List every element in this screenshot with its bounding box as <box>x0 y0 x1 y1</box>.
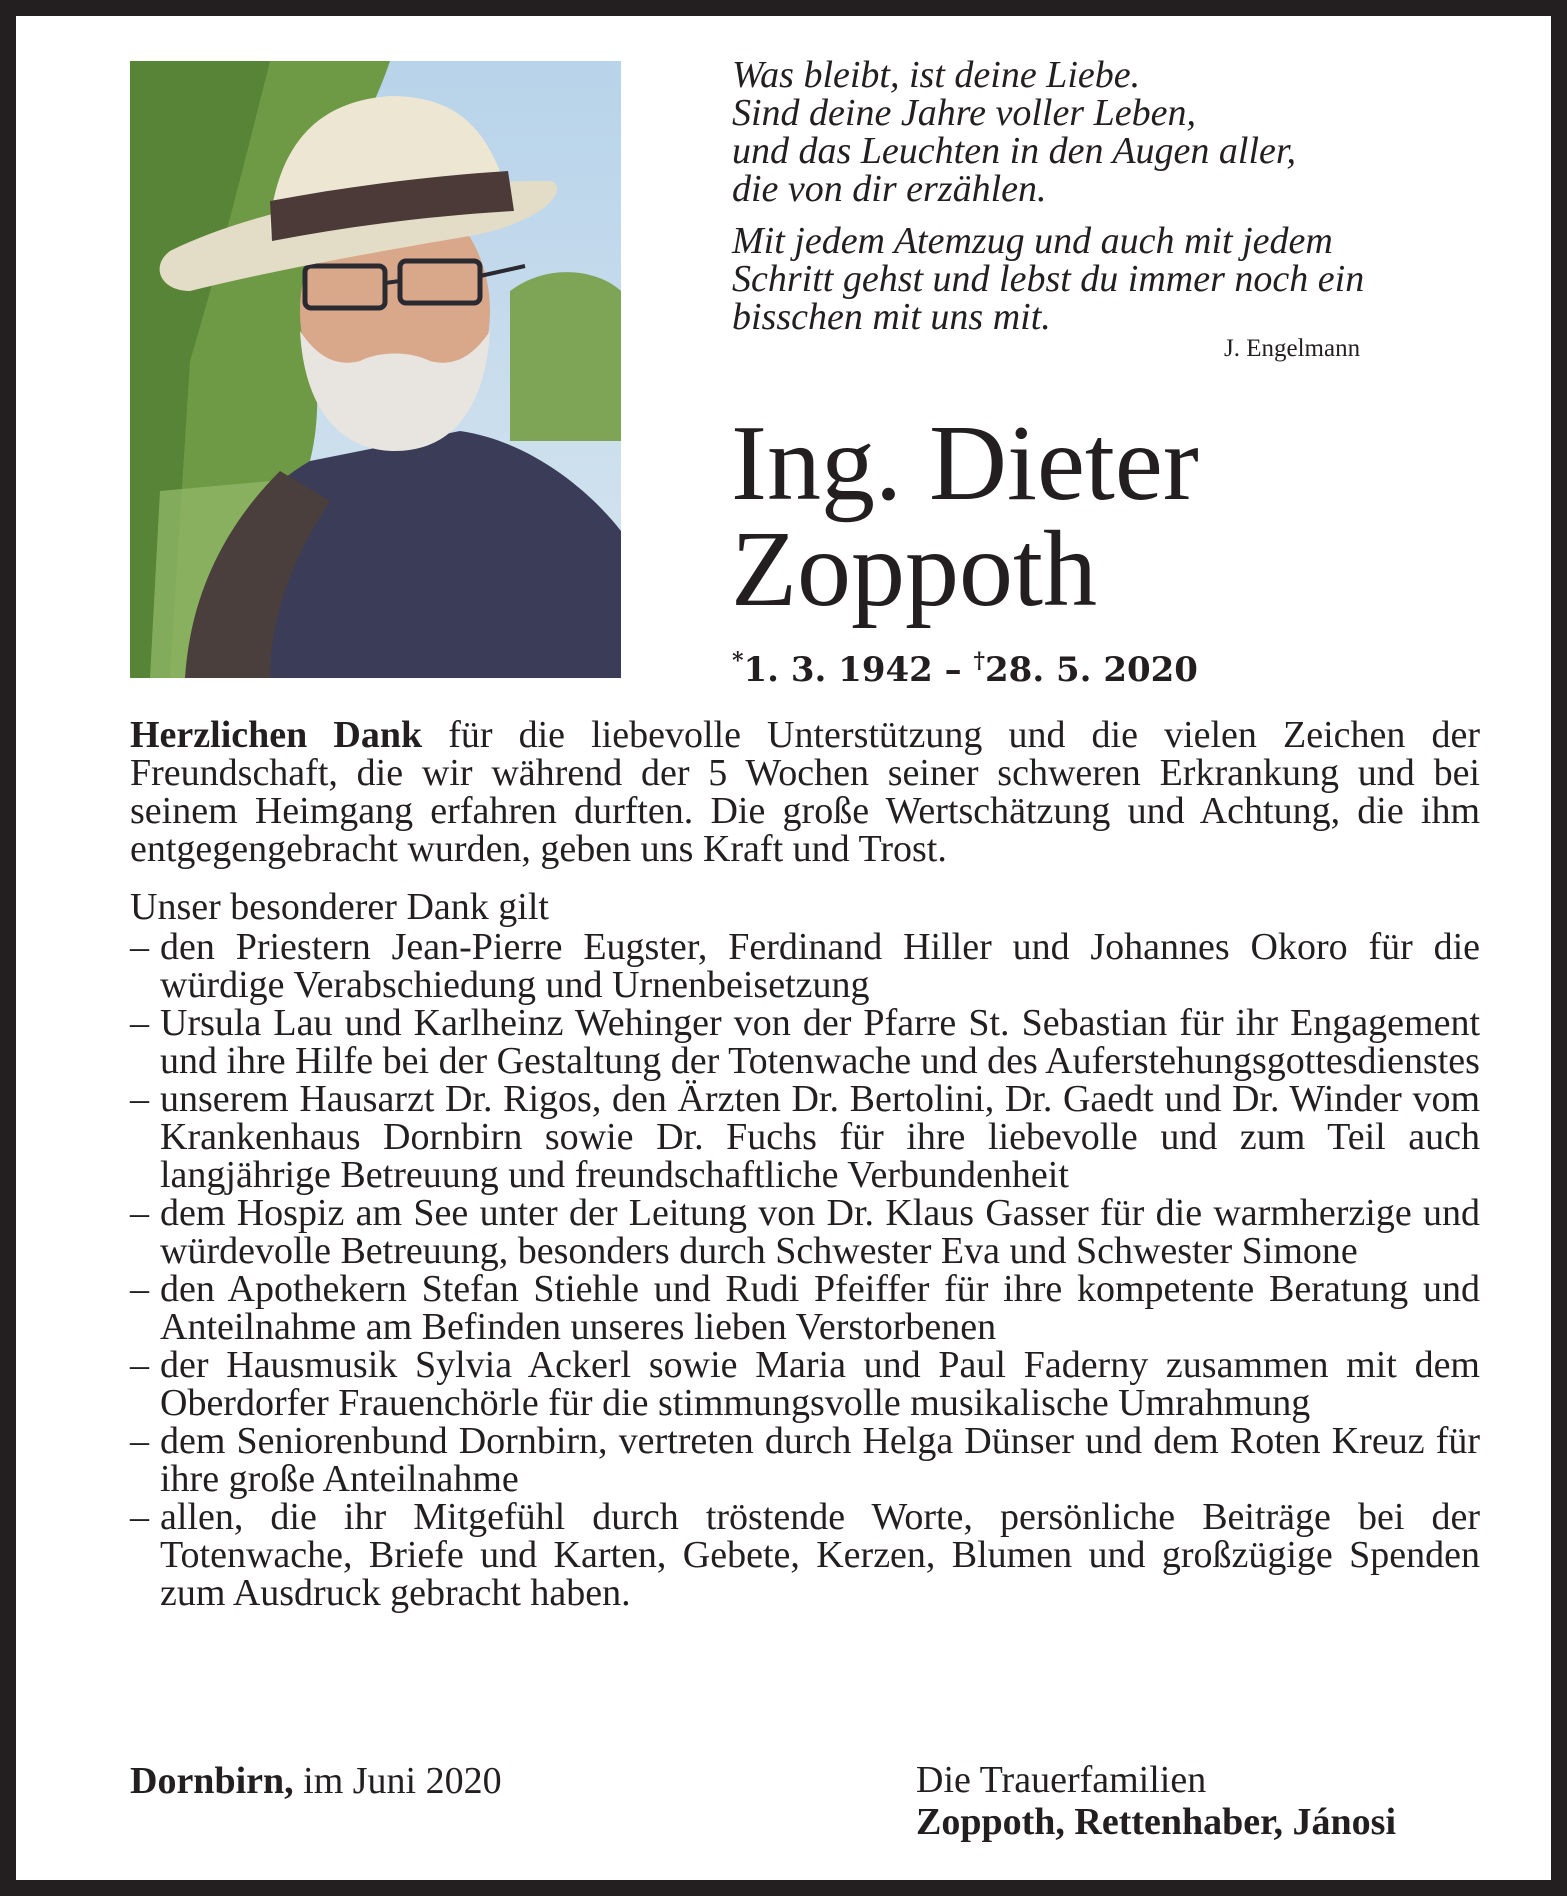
list-item-text: den Apothekern Stefan Stiehle und Rudi Pfeiffer für ihre kompetente Beratung und Anteilnahme am Befinden unseres lieben Verstorbenen <box>160 1268 1480 1348</box>
poem-stanza-1 <box>732 56 1452 208</box>
list-item-text: unserem Hausarzt Dr. Rigos, den Ärzten Dr. Bertolini, Dr. Gaedt und Dr. Winder vom Krankenhaus Dornbirn sowie Dr. Fuchs für ihre liebevolle und zum Teil auch langjährige Betreuung und freundschaftliche Verbundenheit <box>160 1078 1480 1196</box>
poem-line: Sind deine Jahre voller Leben, <box>732 92 1196 134</box>
intro-paragraph <box>130 716 1480 868</box>
birth-star-icon: * <box>732 648 744 674</box>
list-item-text: dem Hospiz am See unter der Leitung von Dr. Klaus Gasser für die warmherzige und würdevolle Betreuung, besonders durch Schwester Eva und Schwester Simone <box>160 1192 1480 1272</box>
place-date <box>130 1759 502 1803</box>
poem-line: und das Leuchten in den Augen aller, <box>732 130 1296 172</box>
list-item <box>130 1346 1480 1422</box>
memorial-poem <box>732 54 1452 362</box>
poem-line: Was bleibt, ist deine Liebe. <box>732 54 1141 96</box>
families-label: Die Trauerfamilien <box>916 1759 1207 1801</box>
list-item <box>130 1004 1480 1080</box>
list-item <box>130 1422 1480 1498</box>
dash-bullet-icon: – <box>130 1420 149 1462</box>
list-item-text: den Priestern Jean-Pierre Eugster, Ferdinand Hiller und Johannes Okoro für die würdige Verabschiedung und Urnenbeisetzung <box>160 926 1480 1006</box>
obituary-page <box>16 16 1551 1880</box>
death-cross-icon: † <box>973 648 986 674</box>
list-item-text: dem Seniorenbund Dornbirn, vertreten durch Helga Dünser und dem Roten Kreuz für ihre große Anteilnahme <box>160 1420 1480 1500</box>
dash-bullet-icon: – <box>130 1496 149 1538</box>
place: Dornbirn, <box>130 1760 294 1802</box>
dash-bullet-icon: – <box>130 1344 149 1386</box>
thanks-lead: Unser besonderer Dank gilt <box>130 886 549 928</box>
death-date: 28. 5. 2020 <box>985 650 1198 690</box>
name-line-1: Ing. Dieter <box>731 404 1199 523</box>
poem-line: bisschen mit uns mit. <box>732 296 1051 338</box>
dash-bullet-icon: – <box>130 926 149 968</box>
life-dates <box>732 650 1198 690</box>
deceased-name <box>731 404 1199 629</box>
dash-bullet-icon: – <box>130 1002 149 1044</box>
intro-heading: Herzlichen Dank <box>130 714 423 756</box>
poem-line: die von dir erzählen. <box>732 168 1047 210</box>
poem-author: J. Engelmann <box>1224 335 1361 362</box>
list-item-text: der Hausmusik Sylvia Ackerl sowie Maria und Paul Faderny zusammen mit dem Oberdorfer Frauenchörle für die stimmungsvolle musikalische Umrahmung <box>160 1344 1480 1424</box>
dash-bullet-icon: – <box>130 1192 149 1234</box>
poem-line: Schritt gehst und lebst du immer noch ein <box>732 258 1365 300</box>
signature <box>916 1759 1396 1843</box>
poem-line: Mit jedem Atemzug und auch mit jedem <box>732 220 1333 262</box>
date-separator: – <box>932 650 974 690</box>
portrait-image-icon <box>130 61 621 678</box>
dash-bullet-icon: – <box>130 1268 149 1310</box>
list-item-text: Ursula Lau und Karlheinz Wehinger von der Pfarre St. Sebastian für ihr Engagement und ihre Hilfe bei der Gestaltung der Totenwache und des Auferstehungsgottesdienstes <box>160 1002 1480 1082</box>
list-item <box>130 1270 1480 1346</box>
birth-date: 1. 3. 1942 <box>743 650 933 690</box>
portrait-photo <box>130 61 621 678</box>
list-item <box>130 928 1480 1004</box>
list-item <box>130 1498 1480 1612</box>
poem-stanza-2 <box>732 222 1452 336</box>
list-item-text: allen, die ihr Mitgefühl durch tröstende Worte, persönliche Beiträge bei der Totenwache, Briefe und Karten, Gebete, Kerzen, Blumen und großzügige Spenden zum Ausdruck gebracht haben. <box>160 1496 1480 1614</box>
thanks-list <box>130 928 1480 1612</box>
name-line-2: Zoppoth <box>731 510 1097 629</box>
thanks-section <box>130 716 1480 1612</box>
date: im Juni 2020 <box>293 1760 502 1802</box>
dash-bullet-icon: – <box>130 1078 149 1120</box>
list-item <box>130 1080 1480 1194</box>
families-names: Zoppoth, Rettenhaber, Jánosi <box>916 1801 1397 1843</box>
list-item <box>130 1194 1480 1270</box>
intro-text: für die liebevolle Unterstützung und die vielen Zeichen der Freundschaft, die wir während der 5 Wochen seiner schweren Erkrankung und bei seinem Heimgang erfahren durften. Die große Wertschätzung und Achtung, die ihm entgegengebracht wurden, geben uns Kraft und Trost. <box>130 714 1481 870</box>
